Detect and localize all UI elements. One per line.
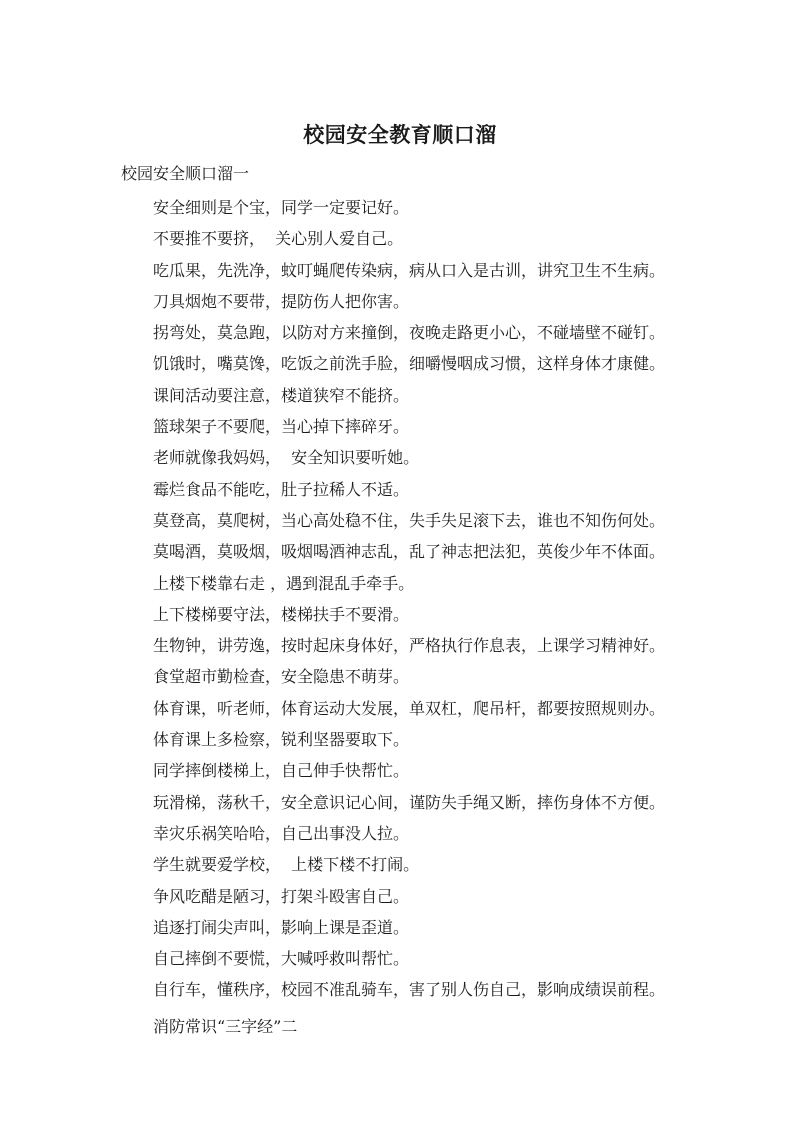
rhyme-line: 莫登高，莫爬树，当心高处稳不住，失手失足滚下去，谁也不知伤何处。 [153, 510, 666, 530]
rhyme-line: 体育课，听老师，体育运动大发展，单双杠，爬吊杆，都要按照规则办。 [153, 698, 666, 718]
rhyme-line: 莫喝酒，莫吸烟，吸烟喝酒神志乱，乱了神志把法犯，英俊少年不体面。 [153, 542, 666, 562]
rhyme-line: 自己摔倒不要慌，大喊呼救叫帮忙。 [153, 949, 410, 969]
next-section-heading: 消防常识“三字经”二 [153, 1017, 298, 1036]
rhyme-line: 体育课上多检察，锐利坚器要取下。 [153, 730, 410, 750]
rhyme-lines [153, 194, 713, 1008]
rhyme-line: 上下楼梯要守法，楼梯扶手不要滑。 [153, 604, 410, 624]
rhyme-line: 争风吃醋是陋习，打架斗殴害自己。 [153, 886, 410, 906]
rhyme-line: 玩滑梯，荡秋千，安全意识记心间，谨防失手绳又断，摔伤身体不方便。 [153, 792, 666, 812]
rhyme-line: 追逐打闹尖声叫，影响上课是歪道。 [153, 917, 410, 937]
rhyme-line: 生物钟，讲劳逸，按时起床身体好，严格执行作息表，上课学习精神好。 [153, 636, 666, 656]
rhyme-line: 老师就像我妈妈， 安全知识要听她。 [153, 448, 420, 468]
rhyme-line: 学生就要爱学校， 上楼下楼不打闹。 [153, 855, 420, 875]
rhyme-line: 安全细则是个宝，同学一定要记好。 [153, 198, 410, 217]
rhyme-line: 拐弯处，莫急跑，以防对方来撞倒，夜晚走路更小心，不碰墙壁不碰钉。 [153, 323, 666, 343]
rhyme-line: 吃瓜果，先洗净，蚊叮蝇爬传染病，病从口入是古训，讲究卫生不生病。 [153, 260, 666, 280]
rhyme-line: 幸灾乐祸笑哈哈，自己出事没人拉。 [153, 823, 410, 843]
rhyme-line: 篮球架子不要爬，当心掉下摔碎牙。 [153, 417, 410, 437]
rhyme-line: 同学摔倒楼梯上，自己伸手快帮忙。 [153, 761, 410, 781]
rhyme-line: 上楼下楼靠右走 ，遇到混乱手牵手。 [153, 573, 415, 593]
rhyme-line: 自行车，懂秩序，校园不准乱骑车，害了别人伤自己，影响成绩误前程。 [153, 980, 666, 1000]
rhyme-line: 不要推不要挤， 关心别人爱自己。 [153, 229, 404, 249]
rhyme-line: 食堂超市勤检查，安全隐患不萌芽。 [153, 667, 410, 687]
rhyme-line: 刀具烟炮不要带，提防伤人把你害。 [153, 291, 410, 311]
page-title: 校园安全教育顺口溜 [303, 123, 497, 147]
section-heading: 校园安全顺口溜一 [121, 164, 250, 183]
rhyme-line: 霉烂食品不能吃，肚子拉稀人不适。 [153, 479, 410, 499]
rhyme-line: 饥饿时，嘴莫馋，吃饭之前洗手脸，细嚼慢咽成习惯，这样身体才康健。 [153, 354, 666, 374]
rhyme-line: 课间活动要注意，楼道狭窄不能挤。 [153, 385, 410, 405]
